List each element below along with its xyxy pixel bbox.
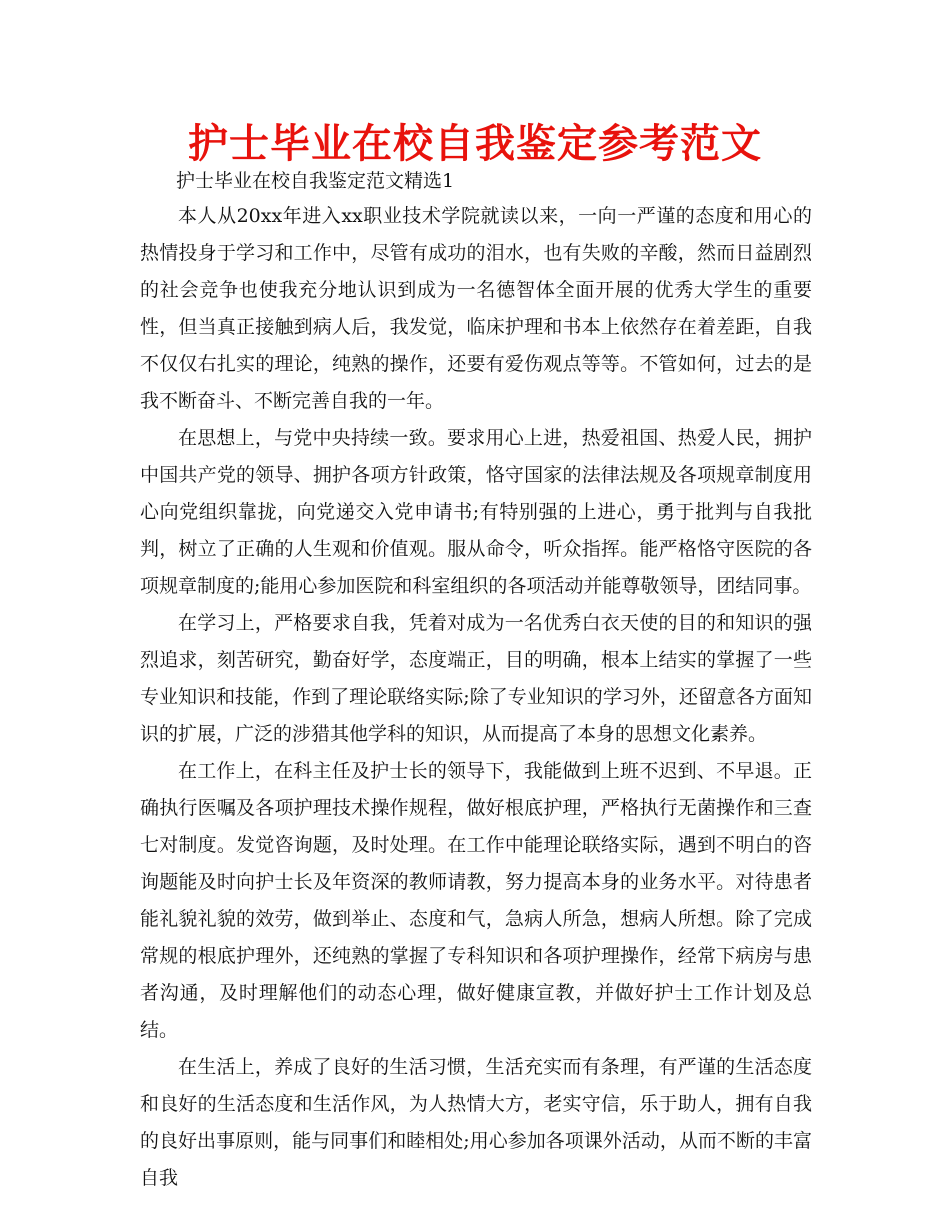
document-body bbox=[140, 198, 812, 1197]
document-title: 护士毕业在校自我鉴定参考范文 bbox=[188, 121, 762, 167]
paragraph-life: 在生活上，养成了良好的生活习惯，生活充实而有条理，有严谨的生活态度和良好的生活态度和生活作风，为人热情大方，老实守信，乐于助人，拥有自我的良好出事原则，能与同事们和睦相处;用心参加各项课外活动，从而不断的丰富自我 bbox=[140, 1056, 812, 1189]
paragraph-work: 在工作上，在科主任及护士长的领导下，我能做到上班不迟到、不早退。正确执行医嘱及各项护理技术操作规程，做好根底护理，严格执行无菌操作和三查七对制度。发觉咨询题，及时处理。在工作中能理论联络实际，遇到不明白的咨询题能及时向护士长及年资深的教师请教，努力提高本身的业务水平。对待患者能礼貌礼貌的效劳，做到举止、态度和气，急病人所急，想病人所想。除了完成常规的根底护理外，还纯熟的掌握了专科知识和各项护理操作，经常下病房与患者沟通，及时理解他们的动态心理，做好健康宣教，并做好护士工作计划及总结。 bbox=[140, 760, 812, 1041]
document-subtitle: 护士毕业在校自我鉴定范文精选1 bbox=[176, 170, 455, 192]
paragraph-intro: 本人从20xx年进入xx职业技术学院就读以来，一向一严谨的态度和用心的热情投身于学习和工作中，尽管有成功的泪水，也有失败的辛酸，然而日益剧烈的社会竞争也使我充分地认识到成为一名德智体全面开展的优秀大学生的重要性，但当真正接触到病人后，我发觉，临床护理和书本上依然存在着差距，自我不仅仅右扎实的理论，纯熟的操作，还要有爱伤观点等等。不管如何，过去的是我不断奋斗、不断完善自我的一年。 bbox=[140, 205, 812, 412]
paragraph-thought: 在思想上，与党中央持续一致。要求用心上进，热爱祖国、热爱人民，拥护中国共产党的领导、拥护各项方针政策，恪守国家的法律法规及各项规章制度用心向党组织靠拢，向党递交入党申请书;有特别强的上进心，勇于批判与自我批判，树立了正确的人生观和价值观。服从命令，听众指挥。能严格恪守医院的各项规章制度的;能用心参加医院和科室组织的各项活动并能尊敬领导，团结同事。 bbox=[140, 427, 812, 597]
paragraph-study: 在学习上，严格要求自我，凭着对成为一名优秀白衣天使的目的和知识的强烈追求，刻苦研究，勤奋好学，态度端正，目的明确，根本上结实的掌握了一些专业知识和技能，作到了理论联络实际;除了专业知识的学习外，还留意各方面知识的扩展，广泛的涉猎其他学科的知识，从而提高了本身的思想文化素养。 bbox=[140, 612, 812, 745]
